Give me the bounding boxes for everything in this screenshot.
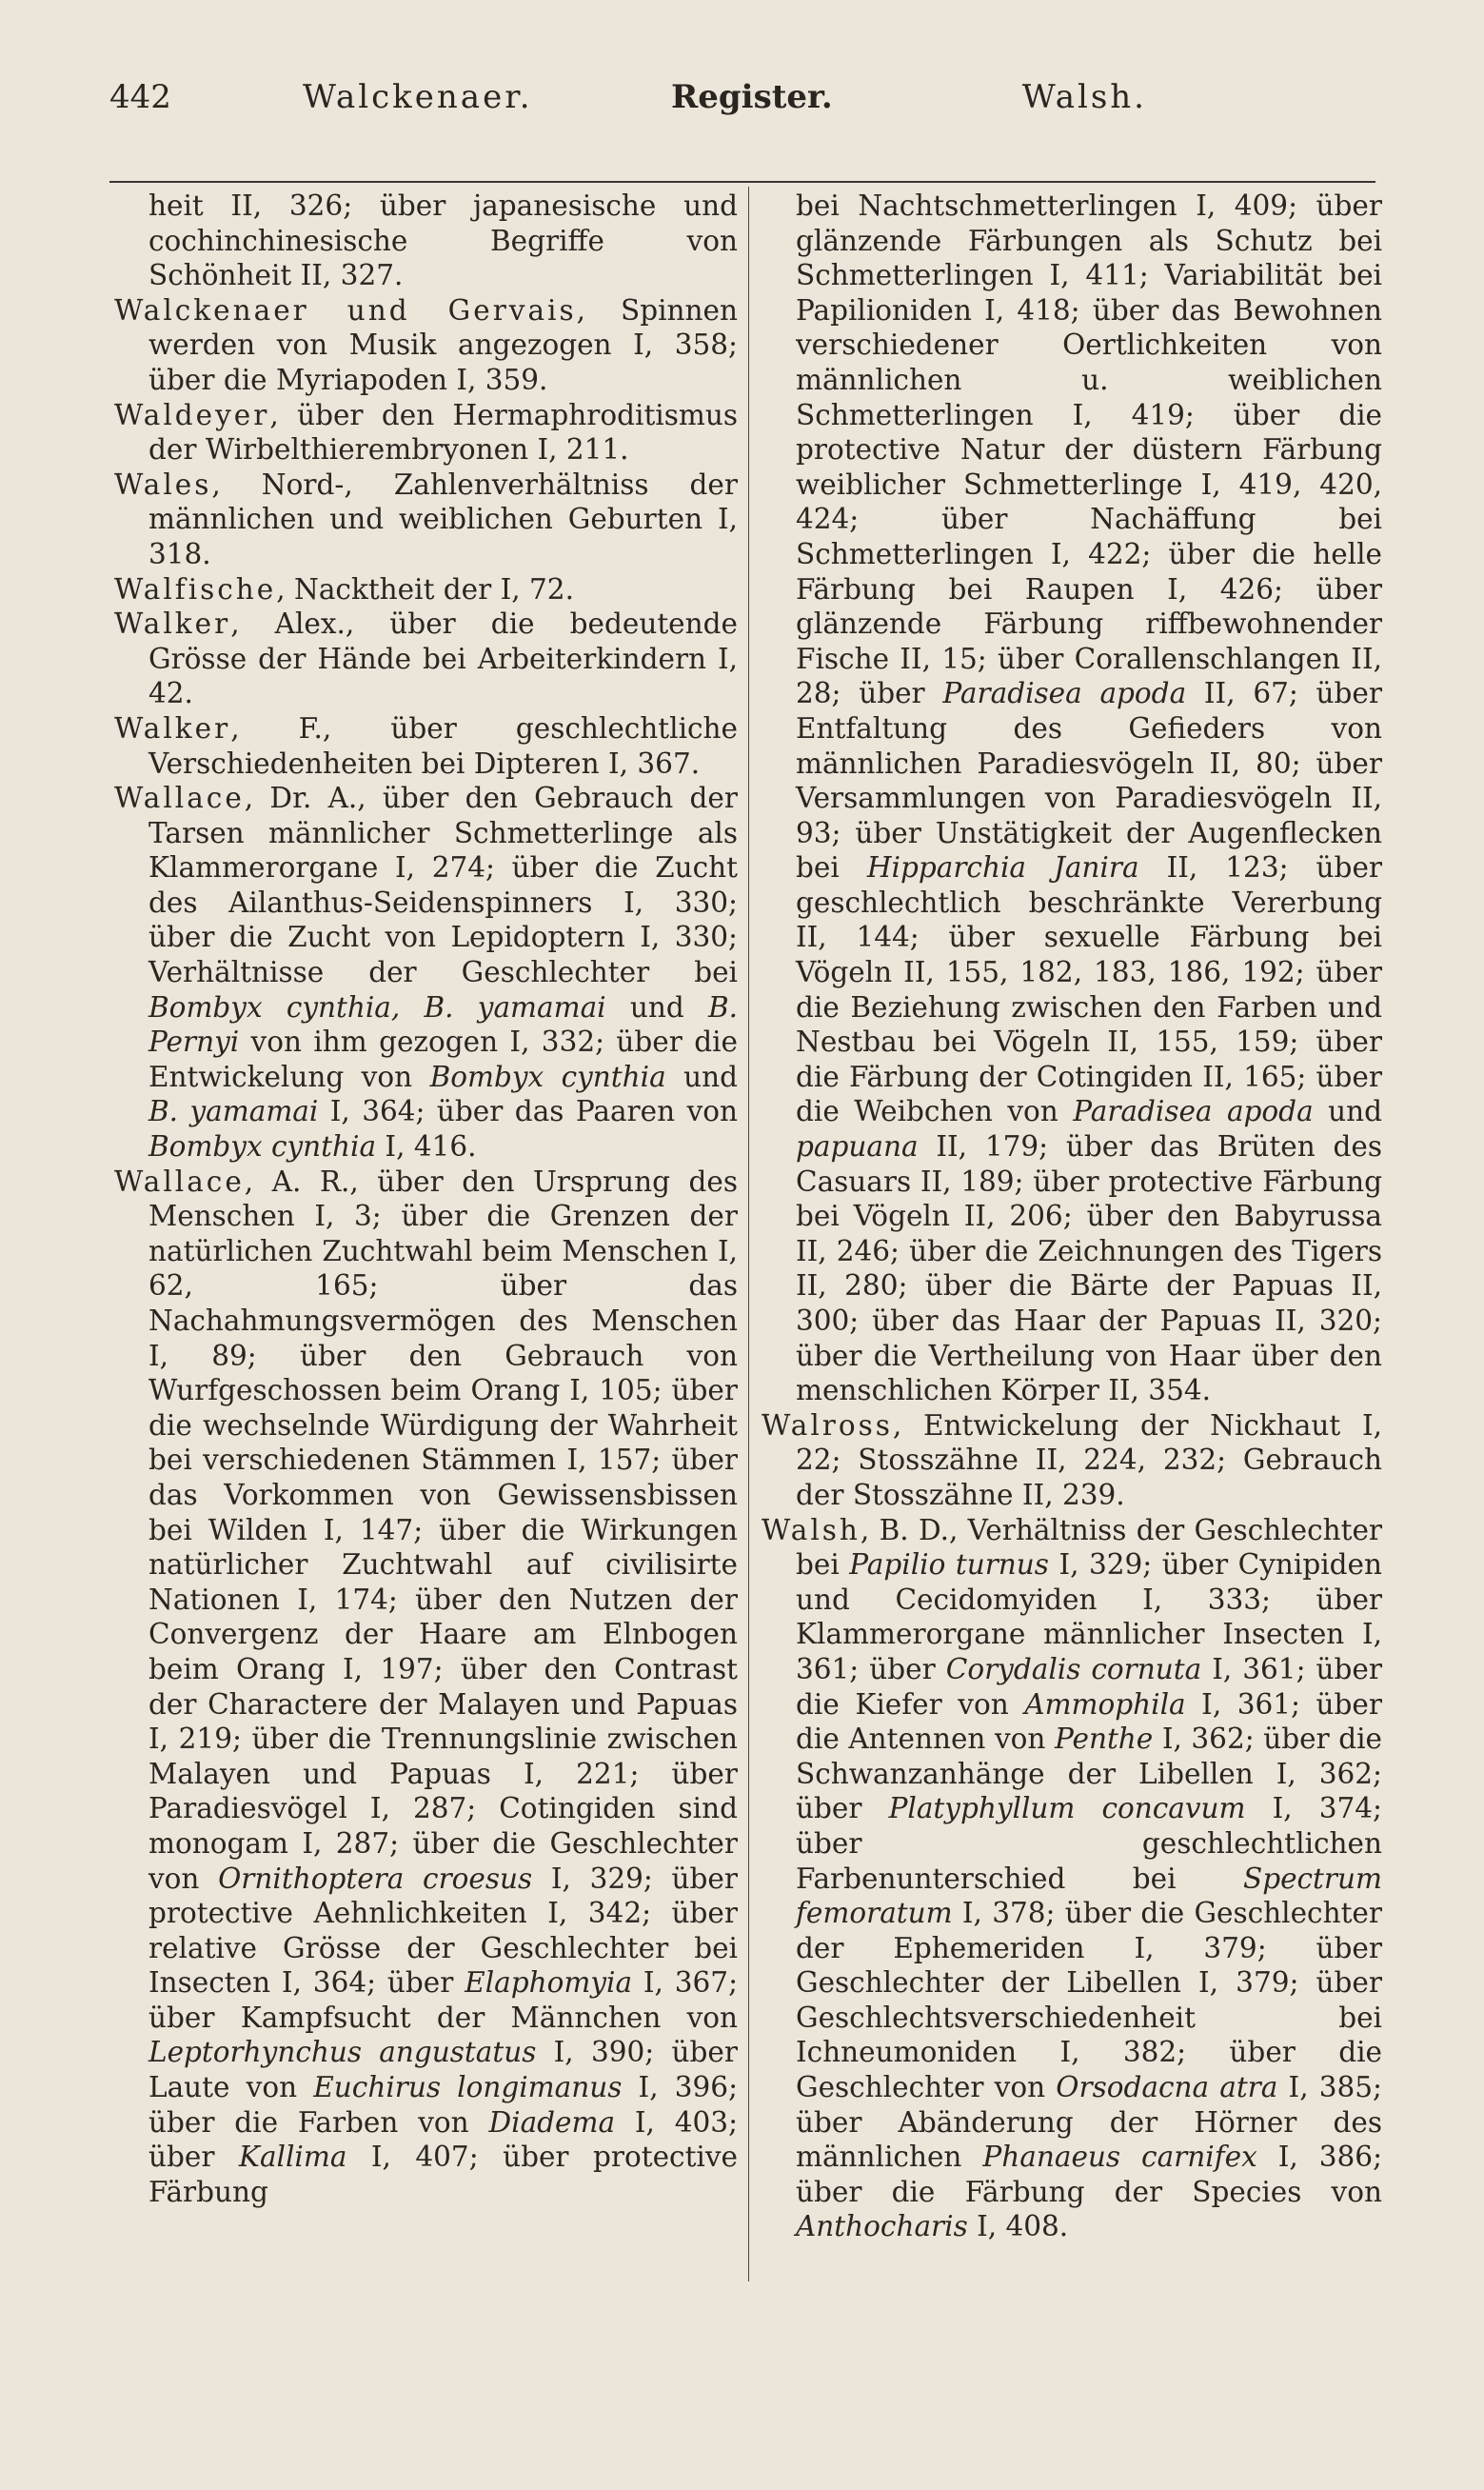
index-entry (114, 398, 738, 468)
entry-headword: Walker (114, 608, 231, 641)
entry-text: I, 416. (376, 1130, 477, 1164)
entry-text: , Nord-, Zahlenverhältniss der männlichen und weiblichen Geburten I, 318. (148, 468, 738, 570)
entry-headword: Wales (114, 468, 212, 501)
species-name: Bombyx cynthia, B. yamamai (148, 990, 606, 1024)
entry-text: I, 403; über (148, 2105, 739, 2174)
index-entry (762, 1513, 1382, 2244)
entry-text: I, 361; über die Antennen von (796, 1687, 1382, 1756)
species-name: B. Pernyi (148, 990, 738, 1059)
entry-text: I, 361; über die Kiefer von (796, 1652, 1382, 1721)
species-name: Papilio turnus (849, 1548, 1049, 1582)
entry-text: , Alex., über die bedeutende Grösse der Hände bei Arbeiterkindern I, 42. (148, 608, 738, 710)
index-entry (762, 189, 1382, 1408)
species-name: Phanaeus carnifex (982, 2141, 1257, 2174)
entry-headword: Walker (114, 711, 231, 745)
entry-text: II, 123; über geschlechtlich beschränkte Vererbung II, 144; über sexuelle Färbung bei Vögeln II, 155, 182, 183, 186, 192; über die Beziehung zwischen den Farben und Nestbau bei Vögeln II, 155, 159; über die Färbung der Cotingiden II, 165; über die Weibchen von (796, 851, 1383, 1128)
species-name: Paradisea apoda (1073, 1095, 1314, 1128)
entry-text: I, 408. (967, 2210, 1069, 2243)
index-entry (114, 711, 738, 781)
header-rule (109, 181, 1375, 183)
column-divider (748, 187, 749, 2281)
entry-headword: Wallace (114, 782, 245, 815)
entry-text: I, 390; über Laute von (148, 2036, 738, 2104)
species-name: Corydalis cornuta (945, 1652, 1202, 1685)
entry-headword: Walross (762, 1408, 893, 1442)
entry-text: , Nacktheit der I, 72. (276, 572, 574, 606)
species-name: Bombyx cynthia (148, 1130, 377, 1164)
index-entry (114, 468, 738, 572)
species-name: Anthocharis (796, 2210, 968, 2243)
species-name: Penthe (1054, 1723, 1154, 1756)
entry-headword: Walsh (762, 1513, 861, 1546)
index-entry (114, 607, 738, 711)
entry-text: , Entwickelung der Nickhaut I, 22; Stosszähne II, 224, 232; Gebrauch der Stosszähne II, 239. (796, 1408, 1382, 1511)
species-name: Platyphyllum concavum (888, 1792, 1246, 1825)
entry-text: I, 374; über geschlechtlichen Farbenunterschied bei (796, 1792, 1382, 1895)
index-entry (114, 572, 738, 608)
species-name: papuana (796, 1130, 919, 1164)
entry-text: , B. D., Verhältniss der Geschlechter bei (796, 1513, 1382, 1582)
entry-text: , Dr. A., über den Gebrauch der Tarsen männlicher Schmetterlinge als Klammerorgane I, 274; über die Zucht des Ailanthus-Seidenspinners I, 330; über die Zucht von Lepidoptern I, 330; Verhältnisse der Geschlechter bei (148, 782, 738, 989)
entry-text: II, 179; über das Brüten des Casuars II, 189; über protective Färbung bei Vögeln II, 206; über den Babyrussa II, 246; über die Zeichnungen des Tigers II, 280; über die Bärte der Papuas II, 300; über das Haar der Papuas II, 320; über die Vertheilung von Haar über den menschlichen Körper II, 354. (796, 1130, 1382, 1407)
species-name: B. yamamai (148, 1095, 319, 1128)
running-header (109, 69, 1147, 126)
header-left-keyword: Walckenaer. (303, 78, 533, 116)
entry-text: , über den Hermaphroditismus der Wirbelthierembryonen I, 211. (148, 398, 738, 467)
entry-headword: Wallace (114, 1165, 245, 1198)
index-entry (114, 781, 738, 1165)
entry-headword: Walfische (114, 572, 277, 606)
entry-text: bei Nachtschmetterlingen I, 409; über glänzende Färbungen als Schutz bei Schmetterlingen I, 411; Variabilität bei Papilioniden I, 418; über das Bewohnen verschiedener Oertlichkeiten von männlichen u. weiblichen Schmetterlingen I, 419; über die protective Natur der düstern Färbung weiblicher Schmetterlinge I, 419, 420, 424; über Nachäffung bei Schmetterlingen I, 422; über die helle Färbung bei Raupen I, 426; über glänzende Färbung riffbewohnender Fische II, 15; über Corallenschlangen II, 28; über (796, 189, 1382, 710)
species-name: Kallima (238, 2141, 347, 2174)
entry-text: I, 385; über Abänderung der Hörner des männlichen (796, 2071, 1382, 2174)
entry-text: I, 407; über protective Färbung (148, 2141, 738, 2208)
index-entry (114, 1165, 738, 2210)
species-name: Ammophila (1024, 1687, 1186, 1721)
species-name: Diadema (488, 2105, 616, 2139)
species-name: Spectrum femoratum (796, 1862, 1382, 1930)
entry-text: II, 67; über Entfaltung des Gefieders von männlichen Paradiesvögeln II, 80; über Versammlungen von Paradiesvögeln II, 93; über Unstätigkeit der Augenflecken bei (796, 677, 1382, 885)
entry-text: I, 386; über die Färbung der Species von (796, 2141, 1383, 2208)
entry-text: I, 329; über protective Aehnlichkeiten I, 342; über relative Grösse der Geschlechter bei Insecten I, 364; über (148, 1862, 738, 2000)
entry-text: , F., über geschlechtliche Verschiedenheiten bei Dipteren I, 367. (148, 711, 738, 780)
species-name: Elaphomyia (465, 1966, 633, 2000)
entry-text: , Spinnen werden von Musik angezogen I, 358; über die Myriapoden I, 359. (148, 293, 738, 396)
entry-text: , A. R., über den Ursprung des Menschen I, 3; über die Grenzen der natürlichen Zuchtwahl beim Menschen I, 62, 165; über das Nachahmungsvermögen des Menschen I, 89; über den Gebrauch von Wurfgeschossen beim Orang I, 105; über die wechselnde Würdigung der Wahrheit bei verschiedenen Stämmen I, 157; über das Vorkommen von Gewissensbissen bei Wilden I, 147; über die Wirkungen natürlicher Zuchtwahl auf civilisirte Nationen I, 174; über den Nutzen der Convergenz der Haare am Elnbogen beim Orang I, 197; über den Contrast der Charactere der Malayen und Papuas I, 219; über die Trennungslinie zwischen Malayen und Papuas I, 221; über Paradiesvögel I, 287; Cotingiden sind monogam I, 287; über die Geschlechter von (148, 1165, 738, 1895)
header-section-title: Register. (671, 78, 833, 116)
page-number: 442 (109, 78, 171, 116)
species-name: Euchirus longimanus (313, 2071, 623, 2104)
entry-text: heit II, 326; über japanesische und cochinchinesische Begriffe von Schönheit II, 327. (148, 189, 738, 292)
entry-text: I, 396; über die Farben von (148, 2071, 739, 2139)
entry-text: I, 329; über Cynipiden und Cecidomyiden I, 333; über Klammerorgane männlicher Insecten I, 361; über (796, 1548, 1382, 1685)
species-name: Orsodacna atra (1056, 2071, 1278, 2104)
entry-text: von ihm gezogen I, 332; über die Entwickelung von (148, 1026, 738, 1093)
species-name: Leptorhynchus angustatus (148, 2036, 537, 2069)
index-entry (762, 1408, 1382, 1513)
entry-headword: Waldeyer (114, 398, 270, 431)
species-name: Paradisea apoda (942, 677, 1187, 710)
header-right-keyword: Walsh. (1021, 78, 1147, 116)
entry-text: und (1313, 1095, 1382, 1128)
entry-text: I, 378; über die Geschlechter der Ephemeriden I, 379; über Geschlechter der Libellen I, 379; über Geschlechtsverschiedenheit bei Ichneumoniden I, 382; über die Geschlechter von (796, 1897, 1382, 2104)
entry-text: und (665, 1060, 738, 1093)
entry-headword: Walckenaer und Gervais (114, 293, 577, 327)
entry-text: I, 362; über die Schwanzanhänge der Libellen I, 362; über (796, 1723, 1383, 1825)
left-column (114, 189, 738, 2209)
entry-text: I, 364; über das Paaren von (318, 1095, 738, 1128)
entry-text: I, 367; über Kampfsucht der Männchen von (148, 1966, 739, 2034)
index-entry (114, 189, 738, 293)
species-name: Ornithoptera croesus (218, 1862, 533, 1895)
entry-text: und (605, 990, 708, 1024)
species-name: Hipparchia Janira (866, 851, 1139, 885)
right-column (762, 189, 1382, 2244)
species-name: Bombyx cynthia (429, 1060, 666, 1093)
index-entry (114, 293, 738, 398)
